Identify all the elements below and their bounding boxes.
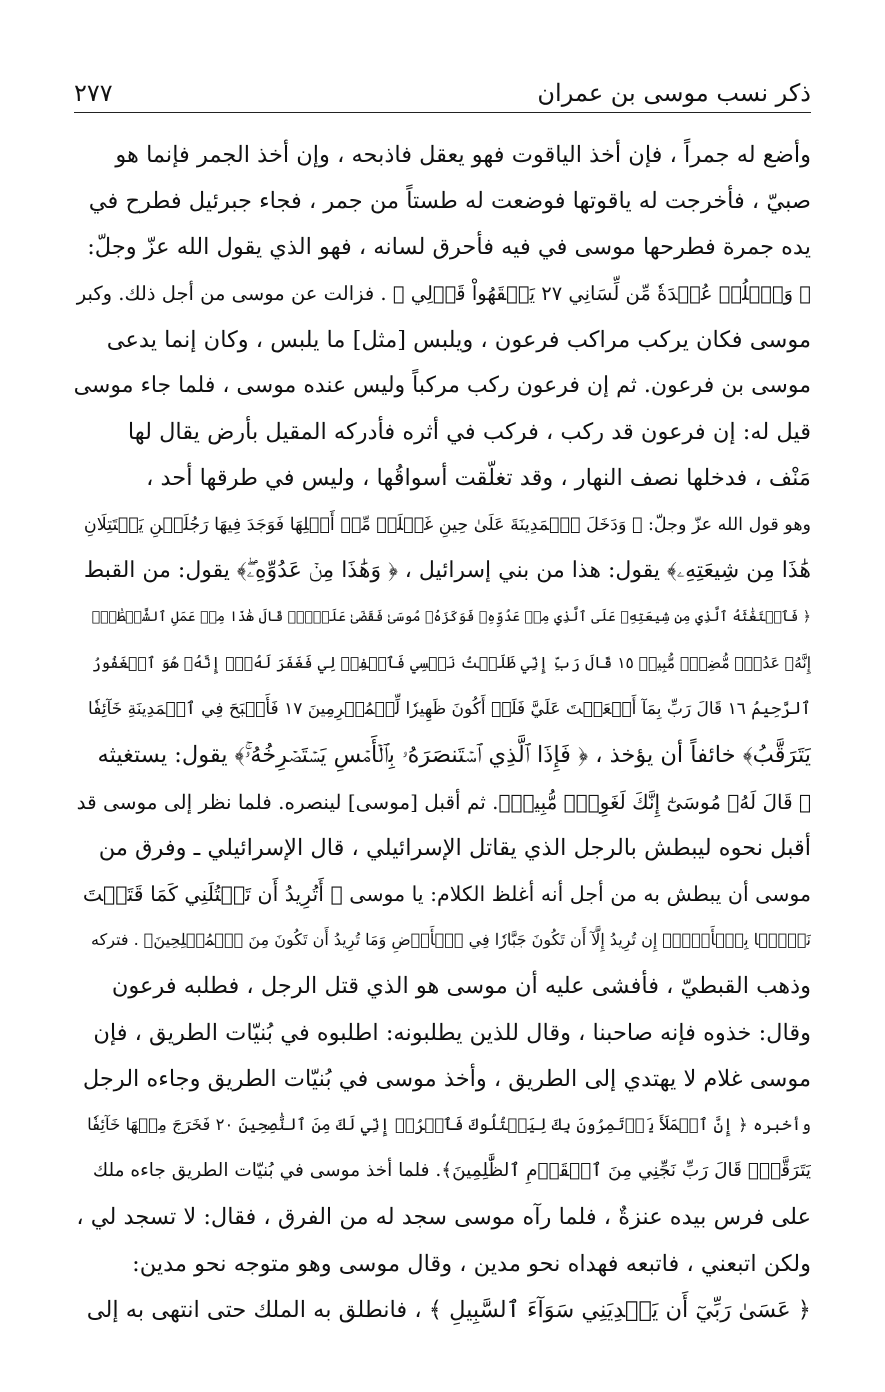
text-line: وأخبره ﴿ إِنَّ ٱلۡمَلَأَ يَأۡتَمِرُونَ بِكَ لِيَقۡتُلُوكَ فَٱخۡرُجۡ إِنِّي لَكَ مِنَ ٱلنَّٰصِحِينَ ٢٠ فَخَرَجَ مِنۡهَا خَآئِفٗا <box>87 1114 811 1134</box>
text-line: وقال: خذوه فإنه صاحبنا ، وقال للذين يطلبونه: اطلبوه في بُنيّات الطريق ، فإن <box>93 1019 811 1046</box>
text-line: هَٰذَا مِن شِيعَتِهِۦ﴾ يقول: هذا من بني إسرائيل ، ﴿ وَهَٰذَا مِنۡ عَدُوِّهِۦۖ﴾ يقول: من القبط <box>83 557 811 583</box>
text-line: يَتَرَقَّبُ﴾ خائفاً أن يؤخذ ، ﴿ فَإِذَا ٱلَّذِي ٱسۡتَنصَرَهُۥ بِٱلۡأَمۡسِ يَسۡتَصۡرِخُهُۥۚ﴾ يقول: يستغيثه <box>97 742 811 769</box>
text-line: ﴿ قَالَ لَهُۥ مُوسَىٰٓ إِنَّكَ لَغَوِيّٞ مُّبِينٞ﴾. ثم أقبل [موسى] لينصره. فلما نظر إلى موسى قد <box>76 789 811 814</box>
text-line: ٱلرَّحِيمُ ١٦ قَالَ رَبِّ بِمَآ أَنۡعَمۡتَ عَلَيَّ فَلَنۡ أَكُونَ ظَهِيرٗا لِّلۡمُجۡرِمِينَ ١٧ فَأَصۡبَحَ فِي ٱلۡمَدِينَةِ خَآئِفٗا <box>88 699 811 720</box>
text-line: صبيّ ، فأخرجت له ياقوتها فوضعت له طستاً من جمر ، فجاء جبرئيل فطرح في <box>88 188 811 215</box>
text-line: ﴿ فَٱسۡتَغَٰثَهُ ٱلَّذِي مِن شِيعَتِهِۦ عَلَى ٱلَّذِي مِنۡ عَدُوِّهِۦ فَوَكَزَهُۥ مُوسَىٰ فَقَضَىٰ عَلَيۡهِۖ قَالَ هَٰذَا مِنۡ عَمَلِ ٱلشَّيۡطَٰنِۖ <box>91 608 811 625</box>
text-line: مَنْف ، فدخلها نصف النهار ، وقد تغلّقت أسواقُها ، وليس في طرقها أحد ، <box>146 465 811 492</box>
text-line: على فرس بيده عنزةٌ ، فلما رآه موسى سجد له من الفرق ، فقال: لا تسجد لي ، <box>76 1204 811 1231</box>
text-line: إِنَّهُۥ عَدُوّٞ مُّضِلّٞ مُّبِينٞ ١٥ قَالَ رَبِّ إِنِّي ظَلَمۡتُ نَفۡسِي فَٱغۡفِرۡ لِي فَغَفَرَ لَهُۥٓۚ إِنَّهُۥ هُوَ ٱلۡغَفُورُ <box>91 654 811 673</box>
text-line: وأضع له جمراً ، فإن أخذ الياقوت فهو يعقل فاذبحه ، وإن أخذ الجمر فإنما هو <box>115 142 811 168</box>
running-header <box>74 74 811 113</box>
text-line: موسى بن فرعون. ثم إن فرعون ركب مركباً وليس عنده موسى ، فلما جاء موسى <box>74 372 811 398</box>
text-line: قيل له: إن فرعون قد ركب ، فركب في أثره فأدركه المقيل بأرض يقال لها <box>127 419 811 446</box>
text-line: يَتَرَقَّبُۖ قَالَ رَبِّ نَجِّنِي مِنَ ٱلۡقَوۡمِ ٱلظَّٰلِمِينَ﴾. فلما أخذ موسى في بُنيّات الطريق جاءه ملك <box>92 1160 811 1182</box>
text-line: موسى أن يبطش به من أجل أنه أغلظ الكلام: يا موسى ﴿ أَتُرِيدُ أَن تَقۡتُلَنِي كَمَا قَتَلۡتَ <box>82 882 811 906</box>
text-line: نَفۡسَۢا بِٱلۡأَمۡسِۖ إِن تُرِيدُ إِلَّآ أَن تَكُونَ جَبَّارٗا فِي ٱلۡأَرۡضِ وَمَا تُرِيدُ أَن تَكُونَ مِنَ ٱلۡمُصۡلِحِينَ﴾ . فتركه <box>91 930 811 950</box>
text-line: ﴿ عَسَىٰ رَبِّيٓ أَن يَهۡدِيَنِي سَوَآءَ ٱلسَّبِيلِ ﴾ ، فانطلق به الملك حتى انتهى به إلى <box>86 1296 811 1323</box>
text-line: ﴿ وَٱحۡلُلۡ عُقۡدَةٗ مِّن لِّسَانِي ٢٧ يَفۡقَهُواْ قَوۡلِي ﴾ . فزالت عن موسى من أجل ذلك. وكبر <box>76 281 811 305</box>
page-number: ٢٧٧ <box>74 79 113 107</box>
text-line: موسى غلام لا يهتدي إلى الطريق ، وأخذ موسى في بُنيّات الطريق وجاءه الرجل <box>82 1065 811 1092</box>
text-line: ولكن اتبعني ، فاتبعه فهداه نحو مدين ، وقال موسى وهو متوجه نحو مدين: <box>132 1250 811 1277</box>
body-text <box>74 132 811 1333</box>
text-line: يده جمرة فطرحها موسى في فيه فأحرق لسانه ، فهو الذي يقول الله عزّ وجلّ: <box>87 234 811 261</box>
text-line: أقبل نحوه ليبطش بالرجل الذي يقاتل الإسرائيلي ، قال الإسرائيلي ـ وفرق من <box>98 834 811 861</box>
text-line: وذهب القبطيّ ، فأفشى عليه أن موسى هو الذي قتل الرجل ، فطلبه فرعون <box>111 973 811 1000</box>
text-line: موسى فكان يركب مراكب فرعون ، ويلبس [مثل] ما يلبس ، وكان إنما يدعى <box>106 326 811 353</box>
chapter-title: ذكر نسب موسى بن عمران <box>537 79 811 107</box>
text-line: وهو قول الله عزّ وجلّ: ﴿ وَدَخَلَ ٱلۡمَدِينَةَ عَلَىٰ حِينِ غَفۡلَةٖ مِّنۡ أَهۡلِهَا فَوَجَدَ فِيهَا رَجُلَيۡنِ يَقۡتَتِلَانِ <box>83 514 811 535</box>
